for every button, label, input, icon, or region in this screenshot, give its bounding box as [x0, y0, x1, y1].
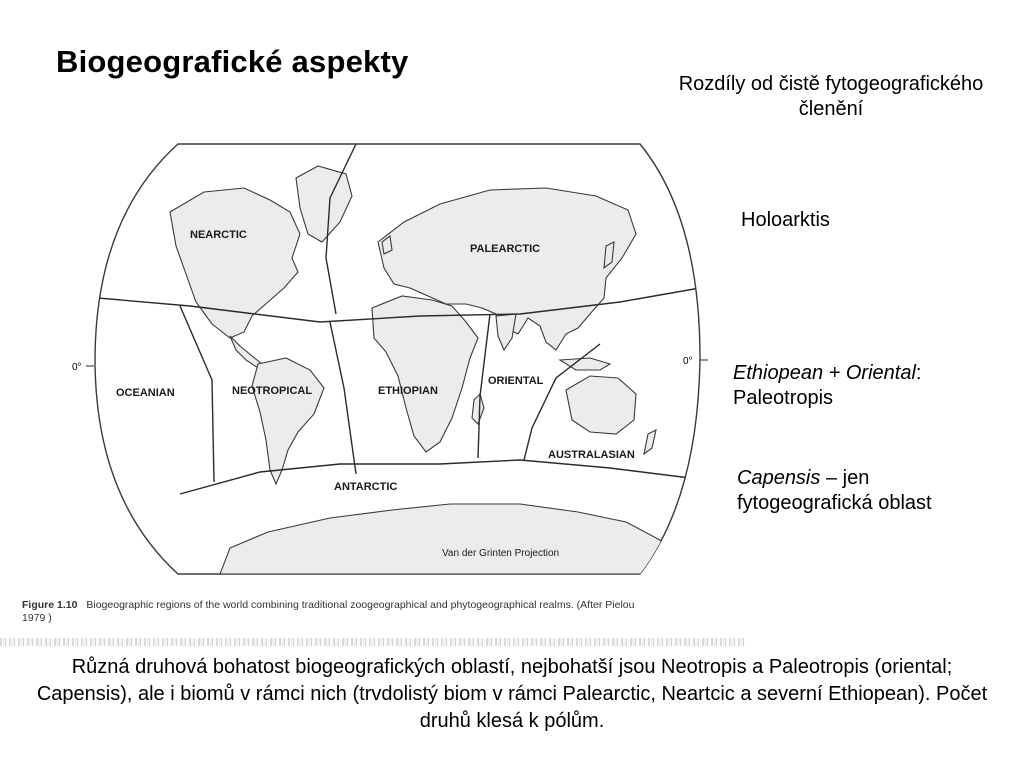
note-differences: Rozdíly od čistě fytogeografického členění — [678, 73, 984, 120]
note-capensis-rest: – jen — [820, 467, 870, 489]
world-map-svg — [0, 138, 745, 648]
slide-title: Biogeografické aspekty — [56, 44, 409, 79]
region-label-palearctic: PALEARCTIC — [470, 243, 541, 255]
figure-caption-label: Figure 1.10 — [22, 599, 78, 611]
projection-label: Van der Grinten Projection — [442, 548, 560, 559]
region-label-oriental: ORIENTAL — [488, 375, 544, 387]
note-capensis-line2: fytogeografická oblast — [737, 492, 932, 514]
equator-label-left: 0° — [72, 362, 82, 373]
region-label-oceanian: OCEANIAN — [116, 387, 175, 399]
note-paleotropis-line2: Paleotropis — [733, 387, 834, 409]
note-paleotropis-colon: : — [915, 362, 922, 384]
region-label-ethiopian: ETHIOPIAN — [378, 385, 438, 397]
note-holoarctis: Holoarktis — [741, 209, 830, 231]
scan-edge-strip — [0, 638, 745, 646]
bottom-description: Různá druhová bohatost biogeografických oblastí, nejbohatší jsou Neotropis a Paleotropis (oriental; Capensis), ale i biomů v rámci nich (trvdolistý biom v rámci Palearctic, Neartcic a severní Ethiopean). Počet druhů klesá k pólům. — [36, 656, 988, 732]
note-capensis-italic: Capensis — [737, 467, 821, 489]
world-map-figure — [0, 138, 745, 648]
note-capensis — [737, 466, 932, 516]
figure-caption-text: Biogeographic regions of the world combining traditional zoogeographical and phytogeographical realms. (After Pielou — [86, 599, 635, 611]
figure-caption-line1 — [22, 599, 635, 611]
equator-label-right: 0° — [683, 356, 693, 367]
region-label-nearctic: NEARCTIC — [190, 229, 247, 241]
note-paleotropis-italic: Ethiopean + Oriental — [733, 362, 916, 384]
note-paleotropis — [733, 361, 921, 411]
region-label-antarctic: ANTARCTIC — [334, 481, 398, 493]
region-label-neotropical: NEOTROPICAL — [232, 385, 313, 397]
region-label-australasian: AUSTRALASIAN — [548, 449, 635, 461]
figure-caption-line2: 1979 ) — [22, 612, 52, 624]
